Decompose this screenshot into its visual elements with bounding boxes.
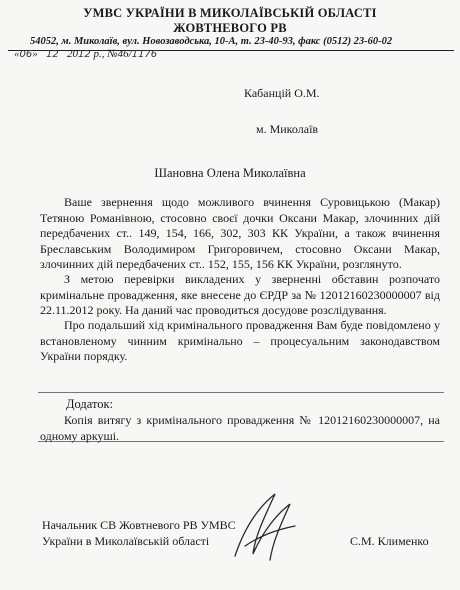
header-organization: УМВС УКРАЇНИ В МИКОЛАЇВСЬКІЙ ОБЛАСТІ bbox=[83, 6, 377, 20]
reg-month: 12 bbox=[45, 49, 59, 60]
attachment-text: Копія витягу з кримінального провадження № 12012160230000007, на одному аркуші. bbox=[40, 413, 440, 443]
paragraph-1: Ваше звернення щодо можливого вчинення Суровицькою (Макар) Тетяною Романівною, стосовно своєї дочки Оксани Макар, злочинних дій передбачених ст.. 149, 154, 166, 302, 303 КК України, а також вчинення Бреславським Володимиром Григоровичем, стосовно Оксани Макар, злочинних дій передбачених ст.. 152, 155, 156 КК України, розглянуто. bbox=[40, 195, 440, 271]
recipient-city: м. Миколаїв bbox=[256, 122, 319, 136]
reg-suffix: р., №46/ bbox=[93, 48, 132, 60]
signatory-position: Начальник СВ Жовтневого РВ УМВС України в Миколаївській області bbox=[42, 518, 236, 548]
signatory-name: С.М. Клименко bbox=[350, 534, 429, 548]
reg-day: 06 bbox=[19, 49, 33, 60]
reg-year: 12 bbox=[77, 49, 91, 60]
paragraph-2: З метою перевірки викладених у зверненні обставин розпочато кримінальне провадження, яке внесене до ЄРДР за № 12012160230000007 від 22.11.2012 року. На даний час проводиться досудове розслідування. bbox=[40, 272, 440, 317]
recipient-name: Кабанцій О.М. bbox=[244, 86, 320, 100]
header-address: 54052, м. Миколаїв, вул. Новозаводська, 10-А, т. 23-40-93, факс (0512) 23-60-02 bbox=[30, 36, 393, 47]
paragraph-3: Про подальший хід кримінального провадження Вам буде повідомлено у встановленому чинним кримінально – процесуальним законодавством України порядку. bbox=[40, 318, 440, 363]
registration-line: «06» 12 2012 р., №46/1176 bbox=[14, 48, 158, 60]
attachment-title: Додаток: bbox=[66, 397, 114, 411]
reg-number: 1176 bbox=[131, 49, 158, 60]
reg-year-prefix: 20 bbox=[66, 48, 78, 60]
header-department: ЖОВТНЕВОГО РВ bbox=[173, 21, 287, 35]
greeting: Шановна Олена Миколаївна bbox=[154, 166, 306, 180]
